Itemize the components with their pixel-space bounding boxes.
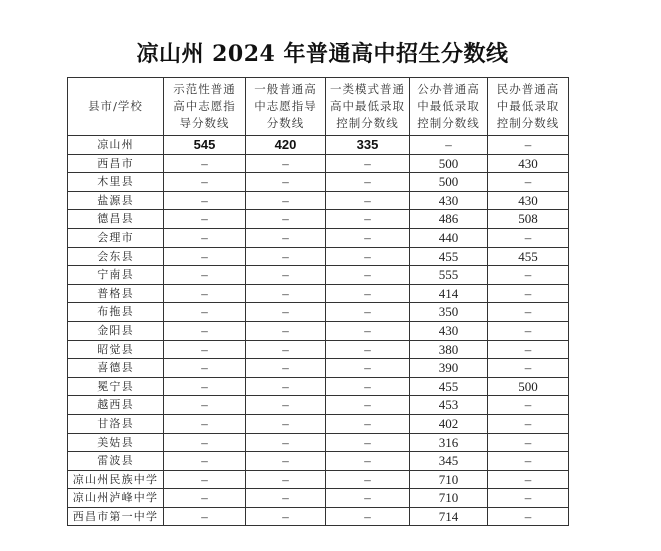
row-region: 凉山州泸峰中学 [68, 489, 164, 508]
table-row [68, 396, 569, 415]
cell-public-minimum: 430 [410, 191, 488, 210]
cell-class-a-minimum: – [326, 359, 410, 378]
table-row [68, 321, 569, 340]
cell-private-minimum: – [488, 470, 569, 489]
cell-general-guidance: – [246, 266, 326, 285]
row-region: 会理市 [68, 228, 164, 247]
cell-model-guidance: – [164, 452, 246, 471]
row-region: 会东县 [68, 247, 164, 266]
table-row [68, 340, 569, 359]
row-region: 德昌县 [68, 210, 164, 229]
cell-model-guidance: – [164, 377, 246, 396]
cell-general-guidance: – [246, 340, 326, 359]
cell-private-minimum: – [488, 507, 569, 526]
cell-private-minimum: – [488, 340, 569, 359]
table-row [68, 359, 569, 378]
cell-general-guidance: – [246, 247, 326, 266]
cell-general-guidance: – [246, 489, 326, 508]
cell-public-minimum: 380 [410, 340, 488, 359]
table-row [68, 191, 569, 210]
cell-class-a-minimum: – [326, 396, 410, 415]
cell-class-a-minimum: – [326, 210, 410, 229]
row-region: 凉山州民族中学 [68, 470, 164, 489]
cell-model-guidance: – [164, 154, 246, 173]
cell-private-minimum: – [488, 414, 569, 433]
row-region: 甘洛县 [68, 414, 164, 433]
cell-general-guidance: – [246, 284, 326, 303]
cell-model-guidance: – [164, 470, 246, 489]
row-region: 木里县 [68, 173, 164, 192]
cell-public-minimum: 402 [410, 414, 488, 433]
cell-public-minimum: 414 [410, 284, 488, 303]
cell-class-a-minimum: – [326, 452, 410, 471]
cell-model-guidance: 545 [164, 136, 246, 155]
cell-private-minimum: – [488, 489, 569, 508]
cell-public-minimum: 710 [410, 489, 488, 508]
cell-general-guidance: – [246, 210, 326, 229]
table-row [68, 228, 569, 247]
cell-public-minimum: 710 [410, 470, 488, 489]
cell-general-guidance: – [246, 303, 326, 322]
table-row [68, 470, 569, 489]
cell-model-guidance: – [164, 303, 246, 322]
cell-private-minimum: 455 [488, 247, 569, 266]
cell-model-guidance: – [164, 228, 246, 247]
cell-private-minimum: – [488, 321, 569, 340]
cell-private-minimum: – [488, 452, 569, 471]
table-row [68, 136, 569, 155]
cell-model-guidance: – [164, 359, 246, 378]
table-row [68, 303, 569, 322]
row-region: 冕宁县 [68, 377, 164, 396]
row-region: 越西县 [68, 396, 164, 415]
row-region: 昭觉县 [68, 340, 164, 359]
cell-class-a-minimum: – [326, 266, 410, 285]
cell-class-a-minimum: – [326, 247, 410, 266]
header-class-a-minimum: 一类模式普通高中最低录取控制分数线 [326, 78, 410, 136]
cell-model-guidance: – [164, 396, 246, 415]
cell-private-minimum: – [488, 396, 569, 415]
header-public-minimum: 公办普通高中最低录取控制分数线 [410, 78, 488, 136]
cell-model-guidance: – [164, 507, 246, 526]
table-row [68, 377, 569, 396]
table-row [68, 266, 569, 285]
cell-class-a-minimum: – [326, 173, 410, 192]
cell-class-a-minimum: – [326, 414, 410, 433]
table-row [68, 154, 569, 173]
header-private-minimum: 民办普通高中最低录取控制分数线 [488, 78, 569, 136]
cell-class-a-minimum: – [326, 377, 410, 396]
cell-model-guidance: – [164, 266, 246, 285]
table-row [68, 210, 569, 229]
cell-public-minimum: 486 [410, 210, 488, 229]
table-header-row [68, 78, 569, 136]
cell-public-minimum: 714 [410, 507, 488, 526]
cell-public-minimum: 345 [410, 452, 488, 471]
cell-public-minimum: 453 [410, 396, 488, 415]
cell-general-guidance: – [246, 414, 326, 433]
cell-private-minimum: – [488, 303, 569, 322]
cell-general-guidance: – [246, 452, 326, 471]
cell-public-minimum: 455 [410, 247, 488, 266]
header-model-guidance: 示范性普通高中志愿指导分数线 [164, 78, 246, 136]
cell-model-guidance: – [164, 284, 246, 303]
cell-general-guidance: – [246, 154, 326, 173]
cell-general-guidance: – [246, 173, 326, 192]
cell-public-minimum: – [410, 136, 488, 155]
cell-class-a-minimum: – [326, 191, 410, 210]
header-region: 县市/学校 [68, 78, 164, 136]
cell-general-guidance: – [246, 470, 326, 489]
table-row [68, 452, 569, 471]
table-row [68, 433, 569, 452]
table-row [68, 489, 569, 508]
cell-general-guidance: – [246, 228, 326, 247]
cell-class-a-minimum: – [326, 154, 410, 173]
row-region: 西昌市第一中学 [68, 507, 164, 526]
row-region: 金阳县 [68, 321, 164, 340]
table-row [68, 284, 569, 303]
cell-private-minimum: 430 [488, 191, 569, 210]
cell-general-guidance: – [246, 359, 326, 378]
cell-class-a-minimum: – [326, 340, 410, 359]
cell-public-minimum: 430 [410, 321, 488, 340]
cell-private-minimum: – [488, 136, 569, 155]
cell-class-a-minimum: – [326, 228, 410, 247]
cell-model-guidance: – [164, 340, 246, 359]
cell-public-minimum: 440 [410, 228, 488, 247]
header-general-guidance: 一般普通高中志愿指导分数线 [246, 78, 326, 136]
cell-class-a-minimum: – [326, 433, 410, 452]
cell-model-guidance: – [164, 210, 246, 229]
cell-class-a-minimum: – [326, 470, 410, 489]
cell-general-guidance: – [246, 433, 326, 452]
page-title: 凉山州 2024 年普通高中招生分数线 [136, 41, 509, 67]
cell-model-guidance: – [164, 247, 246, 266]
cell-general-guidance: – [246, 377, 326, 396]
score-table [67, 77, 569, 526]
cell-class-a-minimum: – [326, 507, 410, 526]
row-region: 西昌市 [68, 154, 164, 173]
cell-public-minimum: 316 [410, 433, 488, 452]
row-region: 普格县 [68, 284, 164, 303]
row-region: 喜德县 [68, 359, 164, 378]
cell-private-minimum: 500 [488, 377, 569, 396]
cell-public-minimum: 455 [410, 377, 488, 396]
cell-general-guidance: – [246, 396, 326, 415]
cell-public-minimum: 555 [410, 266, 488, 285]
cell-class-a-minimum: – [326, 321, 410, 340]
cell-private-minimum: – [488, 433, 569, 452]
cell-public-minimum: 500 [410, 173, 488, 192]
table-row [68, 247, 569, 266]
cell-general-guidance: – [246, 191, 326, 210]
row-region: 盐源县 [68, 191, 164, 210]
cell-private-minimum: – [488, 266, 569, 285]
cell-model-guidance: – [164, 414, 246, 433]
cell-private-minimum: – [488, 228, 569, 247]
cell-class-a-minimum: – [326, 284, 410, 303]
row-region: 雷波县 [68, 452, 164, 471]
cell-private-minimum: – [488, 359, 569, 378]
cell-public-minimum: 350 [410, 303, 488, 322]
table-body [68, 136, 569, 526]
cell-public-minimum: 500 [410, 154, 488, 173]
row-region: 宁南县 [68, 266, 164, 285]
cell-model-guidance: – [164, 489, 246, 508]
cell-private-minimum: 430 [488, 154, 569, 173]
cell-class-a-minimum: 335 [326, 136, 410, 155]
cell-private-minimum: 508 [488, 210, 569, 229]
cell-general-guidance: – [246, 321, 326, 340]
row-region: 凉山州 [68, 136, 164, 155]
cell-general-guidance: – [246, 507, 326, 526]
cell-public-minimum: 390 [410, 359, 488, 378]
table-row [68, 507, 569, 526]
row-region: 美姑县 [68, 433, 164, 452]
table-row [68, 414, 569, 433]
cell-class-a-minimum: – [326, 489, 410, 508]
cell-model-guidance: – [164, 433, 246, 452]
cell-class-a-minimum: – [326, 303, 410, 322]
row-region: 布拖县 [68, 303, 164, 322]
cell-private-minimum: – [488, 284, 569, 303]
cell-model-guidance: – [164, 191, 246, 210]
cell-private-minimum: – [488, 173, 569, 192]
cell-model-guidance: – [164, 173, 246, 192]
table-row [68, 173, 569, 192]
cell-model-guidance: – [164, 321, 246, 340]
cell-general-guidance: 420 [246, 136, 326, 155]
